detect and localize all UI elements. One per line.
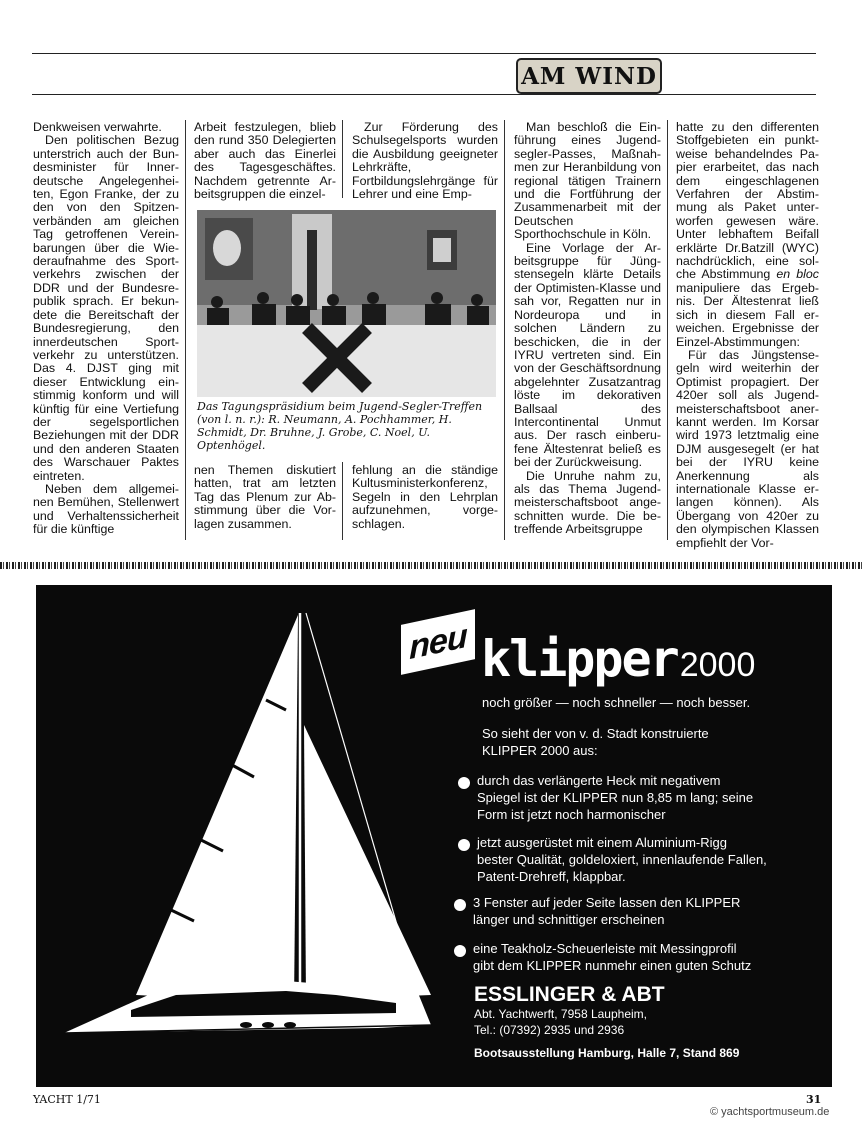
- tagline: noch größer — noch schneller — noch besser.: [482, 695, 751, 710]
- model-number: 2000: [679, 646, 756, 684]
- paragraph: Neben dem allgemeinen Bemühen, Stellenwert und Verhaltenssicherheit für die künftige: [33, 481, 179, 537]
- conference-photo: [197, 210, 496, 397]
- article-column-4: [514, 121, 661, 537]
- page-number: 31: [806, 1093, 822, 1106]
- column-divider: [342, 120, 343, 198]
- boat-show-info: Bootsausstellung Hamburg, Halle 7, Stand 869: [474, 1046, 740, 1060]
- page-tear-edge: [0, 562, 864, 569]
- feature-line: Spiegel ist der KLIPPER nun 8,85 m lang; seine: [477, 790, 754, 805]
- paragraph: [676, 121, 819, 349]
- article-column-1: [33, 121, 179, 537]
- article-column-2-bottom: [194, 464, 336, 531]
- paragraph: Für das Jüngstensegeln wird weiterhin der Optimist propagiert. Der 420er soll als Jugendmeisterschaftsboot anerkannt werden. Im Korsar wird 1973 letztmalig eine DJM ausgesegelt (er hat bei der IYRU keine Anerkennung als internationale Klasse erlangen können). Als Übergang von 420er zu den olympischen Klassen empfiehlt der Vor-: [676, 347, 819, 550]
- bullet-dot: [458, 839, 470, 851]
- klipper-advertisement: [36, 585, 832, 1087]
- column-divider: [667, 120, 668, 540]
- feature-line: eine Teakholz-Scheuerleiste mit Messingprofil: [473, 941, 737, 956]
- intro-line: So sieht der von v. d. Stadt konstruierte: [482, 726, 709, 741]
- article-column-3-bottom: [352, 464, 498, 531]
- bullet-dot: [454, 945, 466, 957]
- brand-name: [481, 630, 756, 691]
- bullet-dot: [454, 899, 466, 911]
- brand-word: klipper: [481, 630, 678, 688]
- feature-line: länger und schnittiger erscheinen: [473, 912, 665, 927]
- feature-line: jetzt ausgerüstet mit einem Aluminium-Rigg: [477, 835, 727, 850]
- company-phone: Tel.: (07392) 2935 und 2936: [474, 1023, 625, 1037]
- feature-line: durch das verlängerte Heck mit negativem: [477, 773, 721, 788]
- feature-line: Patent-Drehreff, klappbar.: [477, 869, 626, 884]
- conference-photo-illustration: [197, 210, 496, 397]
- article-column-2-top: [194, 121, 336, 201]
- neu-badge-label: neu: [409, 616, 467, 667]
- intro-line: KLIPPER 2000 aus:: [482, 743, 598, 758]
- company-name: ESSLINGER & ABT: [474, 983, 665, 1006]
- paragraph: Denkweisen verwahrte.: [33, 120, 162, 134]
- column-divider: [185, 120, 186, 540]
- text-run: manipuliere das Ergebnis. Der Ältestenrat ließ sich in diesem Fall erweichen. Ergebnisse der Einzel-Abstimmungen:: [676, 280, 819, 349]
- paragraph: Man beschloß die Einführung eines Jugendsegler-Passes, Maßnahmen zur Heranbildung von regional tätigen Trainern und die Fortführung der Zusammenarbeit mit der Deutschen Sporthochschule in Köln.: [514, 120, 661, 242]
- header-rule: [32, 94, 816, 95]
- column-divider: [342, 462, 343, 540]
- feature-line: bester Qualität, goldeloxiert, innenlaufende Fallen,: [477, 852, 767, 867]
- watermark: © yachtsportmuseum.de: [710, 1106, 830, 1118]
- text-run: hatte zu den differenten Stoffgebieten ein punktweise behandelndes Papier erarbeitet, das nach dem eingeschlagenen Verfahren der Abstimmung als Paket unterworfen gewesen wäre. Unter lebhaftem Beifall erklärte Dr.Batzill (WYC) nachdrücklich, eine solche Abstimmung: [676, 120, 819, 282]
- top-rule: [32, 53, 816, 54]
- feature-line: Form ist jetzt noch harmonischer: [477, 807, 666, 822]
- emphasis: en bloc: [776, 267, 819, 282]
- paragraph: Den politischen Bezug unterstrich auch der Bundesminister für Innerdeutsche Angelegenheiten, Egon Franke, der zu den von den Spitzenverbänden am gleichen Tag getroffenen Vereinbarungen über die Wiederaufnahme des Sportverkehrs zwischen der DDR und der Bundesrepublik sprach. Er bekundete die Bereitschaft der Bundesregierung, den innerdeutschen Sportverkehr zu unterstützen. Das 4. DJST ging mit dieser Entwicklung einstimmig konform und will künftig für eine Vertiefung der segelsportlichen Beziehungen mit der DDR und den anderen Staaten des Warschauer Paktes eintreten.: [33, 133, 179, 483]
- feature-line: gibt dem KLIPPER nunmehr einen guten Schutz: [473, 958, 752, 973]
- paragraph: Eine Vorlage der Arbeitsgruppe für Jüngstensegeln klärte Details der Optimisten-Klasse und sah vor, Regatten nur in Nordeuropa und in solchen Ländern zu beschicken, die in der IYRU vertreten sind. Ein von der Geschäftsordnung abgelehnter Zusatzantrag löste im dekorativen Ballsaal des Intercontinental Unmut aus. Der rasch einberufene Ältestenrat beließ es bei der Zurückweisung.: [514, 240, 661, 470]
- magazine-issue: YACHT 1/71: [33, 1093, 101, 1106]
- feature-line: 3 Fenster auf jeder Seite lassen den KLIPPER: [473, 895, 741, 910]
- section-logo-text: AM WIND: [521, 62, 657, 90]
- paragraph: Zur Förderung des Schulsegelsports wurden die Ausbildung geeigneter Lehrkräfte, Fortbildungslehrgänge für Lehrer und eine Emp-: [352, 120, 498, 202]
- article-column-5: [676, 121, 819, 550]
- section-logo: [516, 58, 662, 94]
- company-address: Abt. Yachtwerft, 7958 Laupheim,: [474, 1007, 647, 1021]
- photo-caption: Das Tagungspräsidium beim Jugend-Segler-Treffen (von l. n. r.): R. Neumann, A. Pochhammer, H. Schmidt, Dr. Bruhne, J. Grobe, C. Noel, U. Optenhögel.: [197, 400, 483, 452]
- paragraph: Die Unruhe nahm zu, als das Thema Jugendmeisterschaftsboot angeschnitten wurde. Die betreffende Arbeitsgruppe: [514, 468, 661, 537]
- paragraph: Arbeit festzulegen, blieb den rund 350 Delegierten aber auch das Einerlei des Tagesgeschäftes. Nachdem getrennte Arbeitsgruppen die einzel-: [194, 120, 336, 202]
- column-divider: [504, 120, 505, 540]
- paragraph: fehlung an die ständige Kultusministerkonferenz, Segeln in den Lehrplan aufzunehmen, vorgeschlagen.: [352, 463, 498, 531]
- paragraph: nen Themen diskutiert hatten, trat am letzten Tag das Plenum zur Abstimmung über die Vorlagen zusammen.: [194, 463, 336, 531]
- article-column-3-top: [352, 121, 498, 201]
- bullet-dot: [458, 777, 470, 789]
